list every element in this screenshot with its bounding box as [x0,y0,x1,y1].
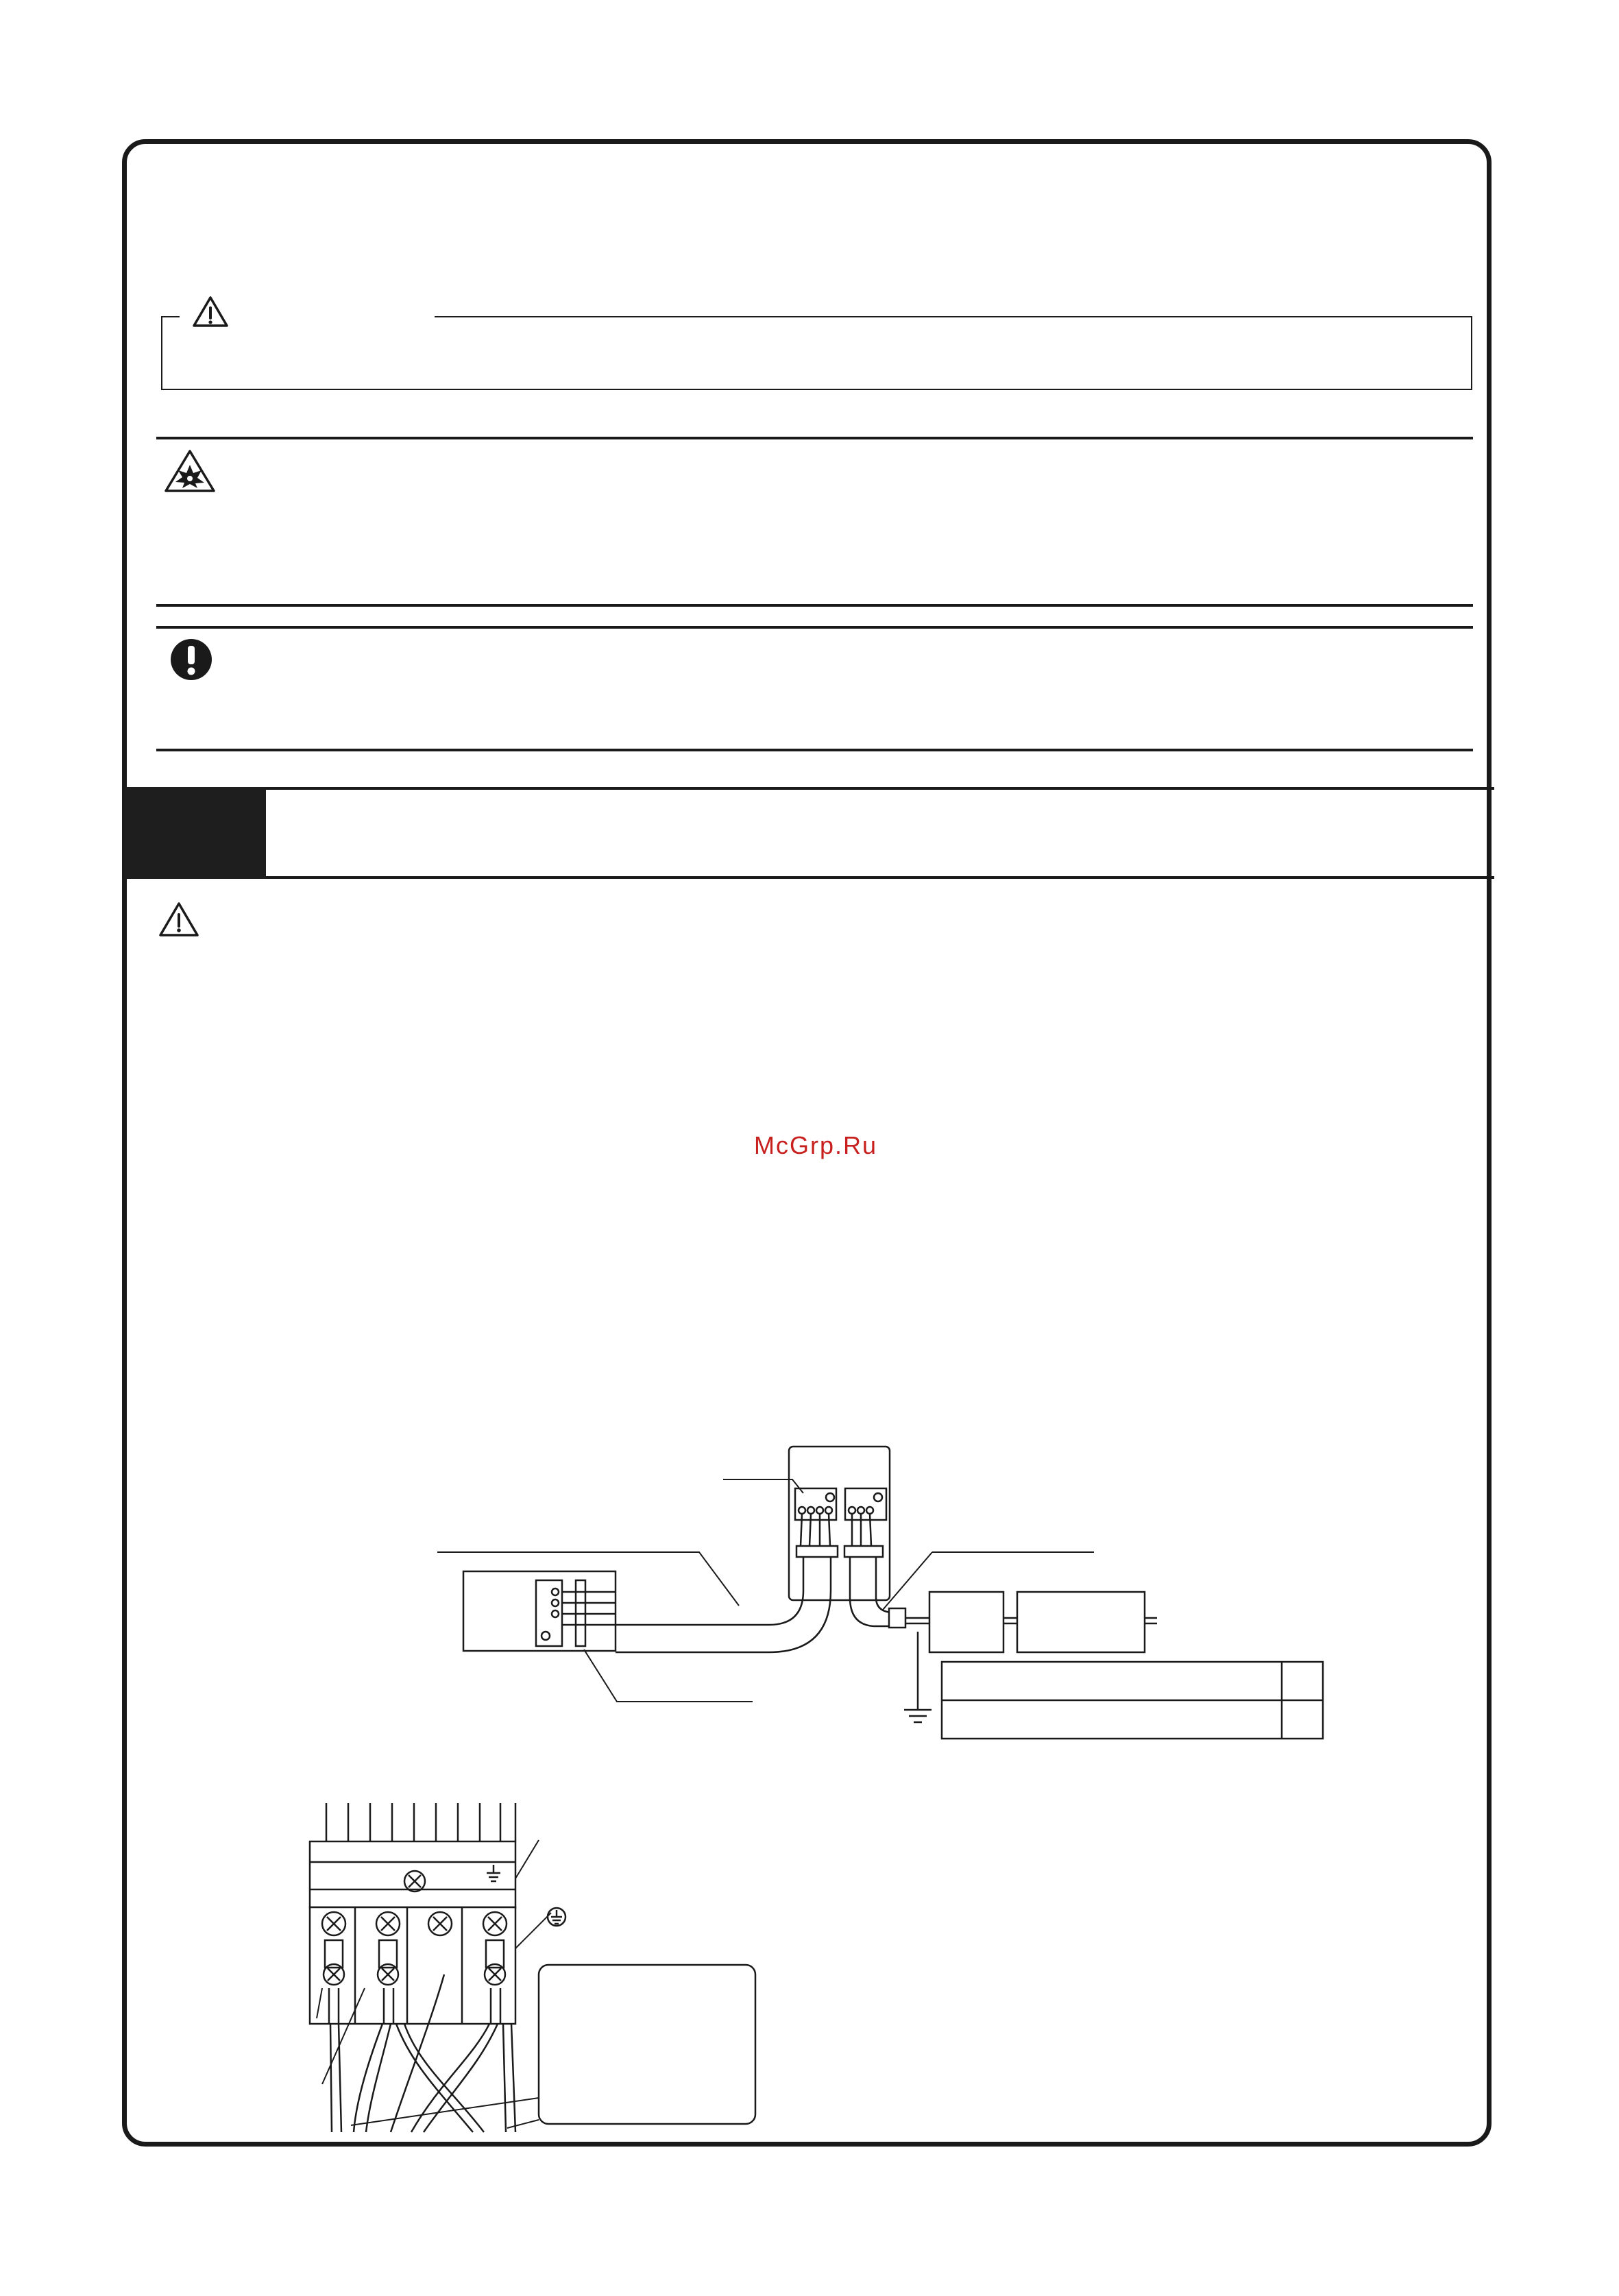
mandatory-exclamation-icon [171,639,212,680]
earth-ground-icon [548,1908,565,1926]
explosion-hazard-icon [166,451,214,491]
warning-triangle-icon [194,298,227,326]
warning-triangle-icon [160,904,197,935]
watermark: McGrp.Ru [753,1131,878,1159]
earth-ground-icon [904,1700,932,1722]
system-wiring-diagram [437,1447,1323,1739]
terminal-block-drawing [310,1803,755,2132]
